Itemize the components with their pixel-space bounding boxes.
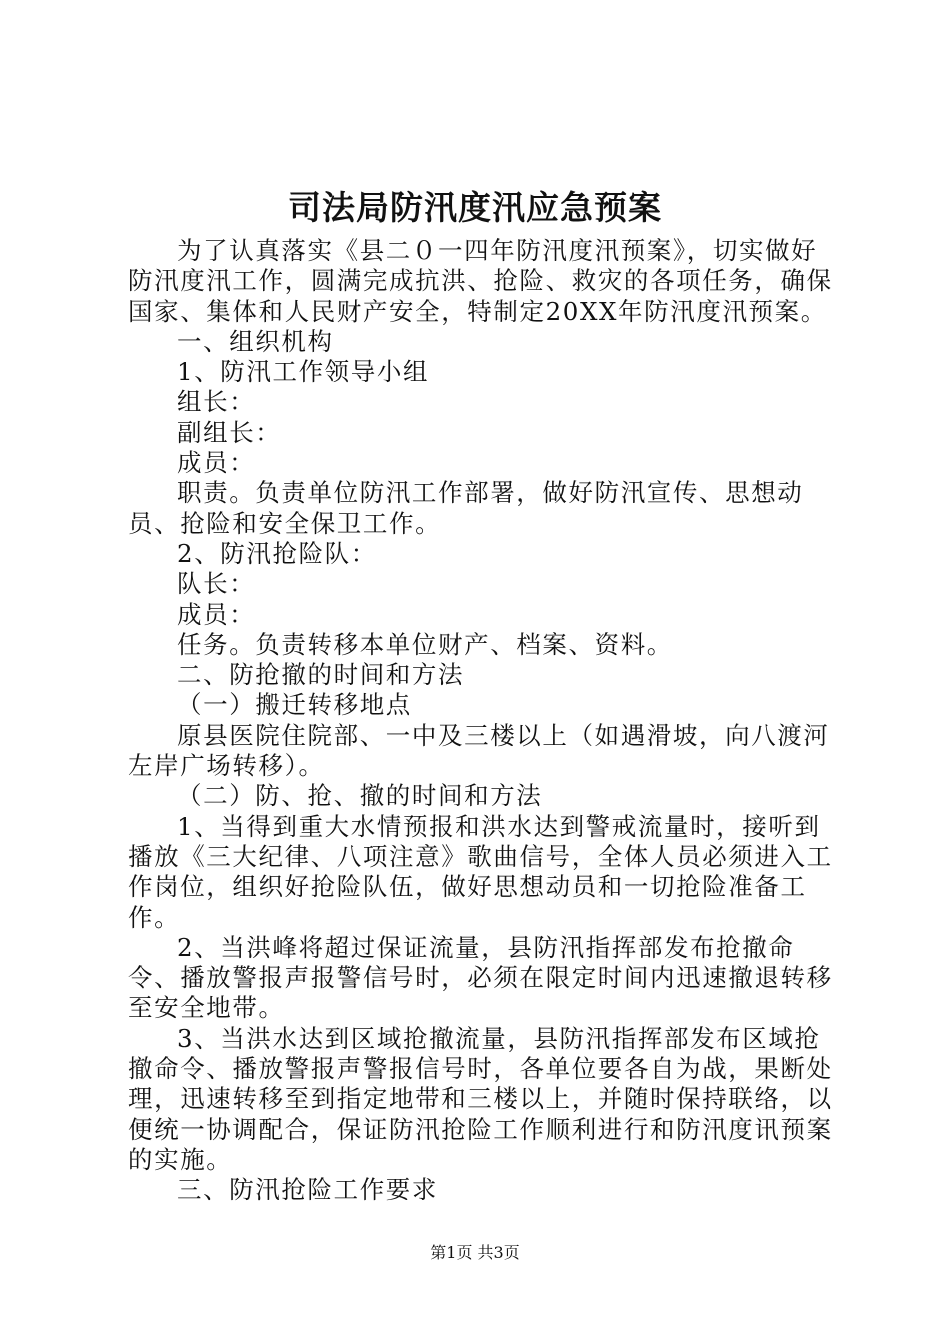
team-task-paragraph: 任务。负责转移本单位财产、档案、资料。	[177, 629, 673, 659]
team-captain-line: 队长：	[177, 569, 256, 599]
subheading-leadership-group: 1、防汛工作领导小组	[177, 357, 430, 387]
deputy-leader-line: 副组长：	[177, 417, 282, 447]
team-members-line: 成员：	[177, 599, 256, 629]
subheading-time-method: （二）防、抢、撤的时间和方法	[177, 781, 543, 811]
relocation-site-paragraph: 原县医院住院部、一中及三楼以上（如遇滑坡，向八渡河左岸广场转移）。	[128, 720, 830, 781]
subheading-rescue-team: 2、防汛抢险队：	[177, 538, 377, 568]
procedure-paragraph-2: 2、当洪峰将超过保证流量，县防汛指挥部发布抢撤命令、播放警报声报警信号时，必须在限定时间内迅速撤退转移至安全地带。	[128, 932, 833, 1023]
procedure-paragraph-1: 1、当得到重大水情预报和洪水达到警戒流量时，接听到播放《三大纪律、八项注意》歌曲信号，全体人员必须进入工作岗位，组织好抢险队伍，做好思想动员和一切抢险准备工作。	[128, 811, 833, 932]
document-title: 司法局防汛度汛应急预案	[288, 188, 662, 227]
duties-paragraph: 职责。负责单位防汛工作部署，做好防汛宣传、思想动员、抢险和安全保卫工作。	[128, 478, 804, 538]
document-body	[128, 236, 836, 1206]
section-heading-organization: 一、组织机构	[177, 326, 334, 356]
members-line: 成员：	[177, 448, 256, 478]
procedure-paragraph-3: 3、当洪水达到区域抢撤流量，县防汛指挥部发布区域抢撤命令、播放警报声警报信号时，各单位要各自为战，果断处理，迅速转移至到指定地带和三楼以上，并随时保持联络，以便统一协调配合，保证防汛抢险工作顺利进行和防汛度讯预案的实施。	[128, 1023, 833, 1174]
leader-line: 组长：	[177, 387, 256, 417]
page-number-footer: 第1页 共3页	[430, 1243, 520, 1262]
intro-paragraph: 为了认真落实《县二０一四年防汛度汛预案》，切实做好防汛度汛工作，圆满完成抗洪、抢险、救灾的各项任务，确保国家、集体和人民财产安全，特制定20XX年防汛度汛预案。	[128, 236, 833, 326]
section-heading-requirements: 三、防汛抢险工作要求	[177, 1175, 438, 1205]
section-heading-time-method: 二、防抢撤的时间和方法	[177, 660, 465, 690]
subheading-relocation-site: （一）搬迁转移地点	[177, 690, 412, 720]
